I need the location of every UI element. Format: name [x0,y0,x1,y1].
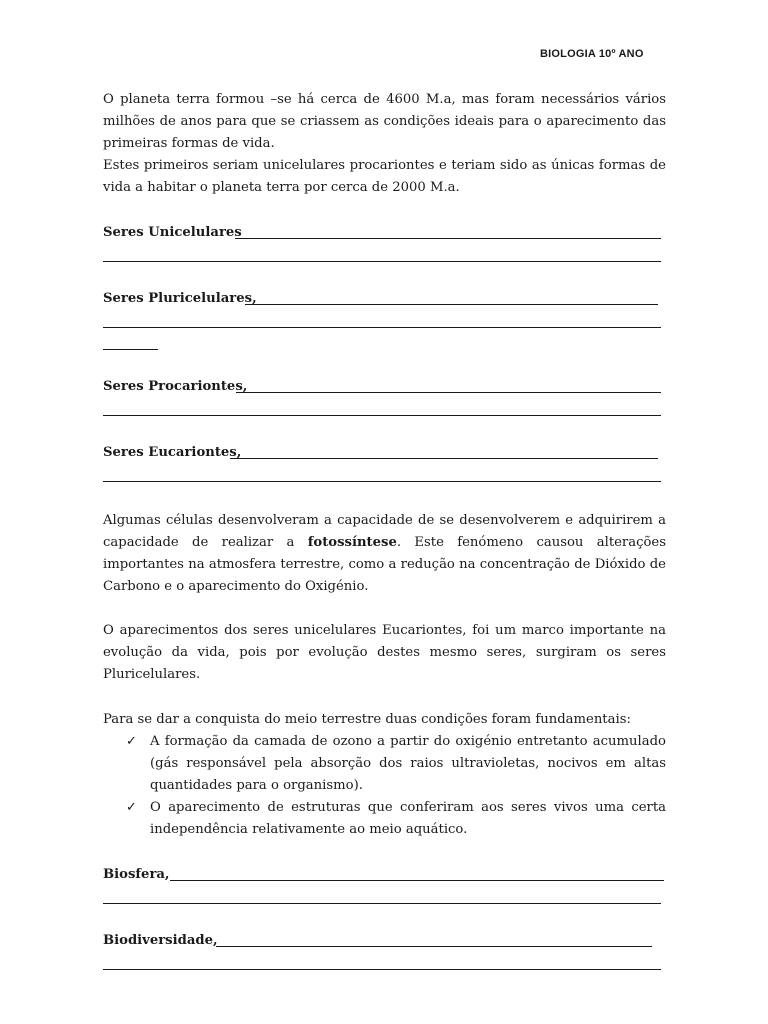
answer-line[interactable] [235,238,661,239]
answer-line[interactable] [103,261,661,262]
list-item [126,731,666,797]
answer-line[interactable] [170,880,664,881]
list-item-text: A formação da camada de ozono a partir do oxigénio entretanto acumulado (gás responsável pela absorção dos raios ultravioletas, nocivos em altas quantidades para o organismo). [150,734,666,793]
conquista-intro: Para se dar a conquista do meio terrestre duas condições foram fundamentais: [103,712,631,727]
answer-line[interactable] [103,349,158,350]
answer-line[interactable] [216,946,652,947]
document-header: BIOLOGIA 10º ANO [540,48,644,60]
answer-line[interactable] [236,392,661,393]
term-biodiversidade: Biodiversidade, [103,933,218,948]
answer-line[interactable] [103,903,661,904]
answer-line[interactable] [103,481,661,482]
checkmark-icon: ✓ [126,734,137,749]
intro-paragraph-2: Estes primeiros seriam unicelulares procariontes e teriam sido as únicas formas de vida a habitar o planeta terra por cerca de 2000 M.a. [103,158,666,195]
term-seres-pluricelulares: Seres Pluricelulares, [103,291,257,306]
conditions-list [126,731,666,841]
term-seres-procariontes: Seres Procariontes, [103,379,248,394]
answer-line[interactable] [103,969,661,970]
answer-line[interactable] [230,458,658,459]
term-seres-eucariontes: Seres Eucariontes, [103,445,242,460]
list-item-text: O aparecimento de estruturas que conferiram aos seres vivos uma certa independência relativamente ao meio aquático. [150,800,666,837]
answer-line[interactable] [103,415,661,416]
checkmark-icon: ✓ [126,800,137,815]
list-item [126,797,666,841]
fotossintese-paragraph [103,510,666,598]
answer-line[interactable] [103,327,661,328]
fotossintese-text-end: . Este fenómeno causou alterações importantes na atmosfera terrestre, como a redução na concentração de Dióxido de Carbono e o aparecimento do Oxigénio. [103,535,666,594]
fotossintese-text-start: Algumas células desenvolveram a capacidade de se desenvolverem e adquirirem a capacidade de realizar a [103,513,666,550]
fotossintese-keyword: fotossíntese [307,535,397,550]
answer-line[interactable] [245,304,658,305]
term-biosfera: Biosfera, [103,867,170,882]
intro-paragraph-1: O planeta terra formou –se há cerca de 4600 M.a, mas foram necessários vários milhões de anos para que se criassem as condições ideais para o aparecimento das primeiras formas de vida. [103,92,666,151]
eucariontes-paragraph: O aparecimentos dos seres unicelulares Eucariontes, foi um marco importante na evolução da vida, pois por evolução destes mesmo seres, surgiram os seres Pluricelulares. [103,623,666,682]
term-seres-unicelulares: Seres Unicelulares [103,225,242,240]
